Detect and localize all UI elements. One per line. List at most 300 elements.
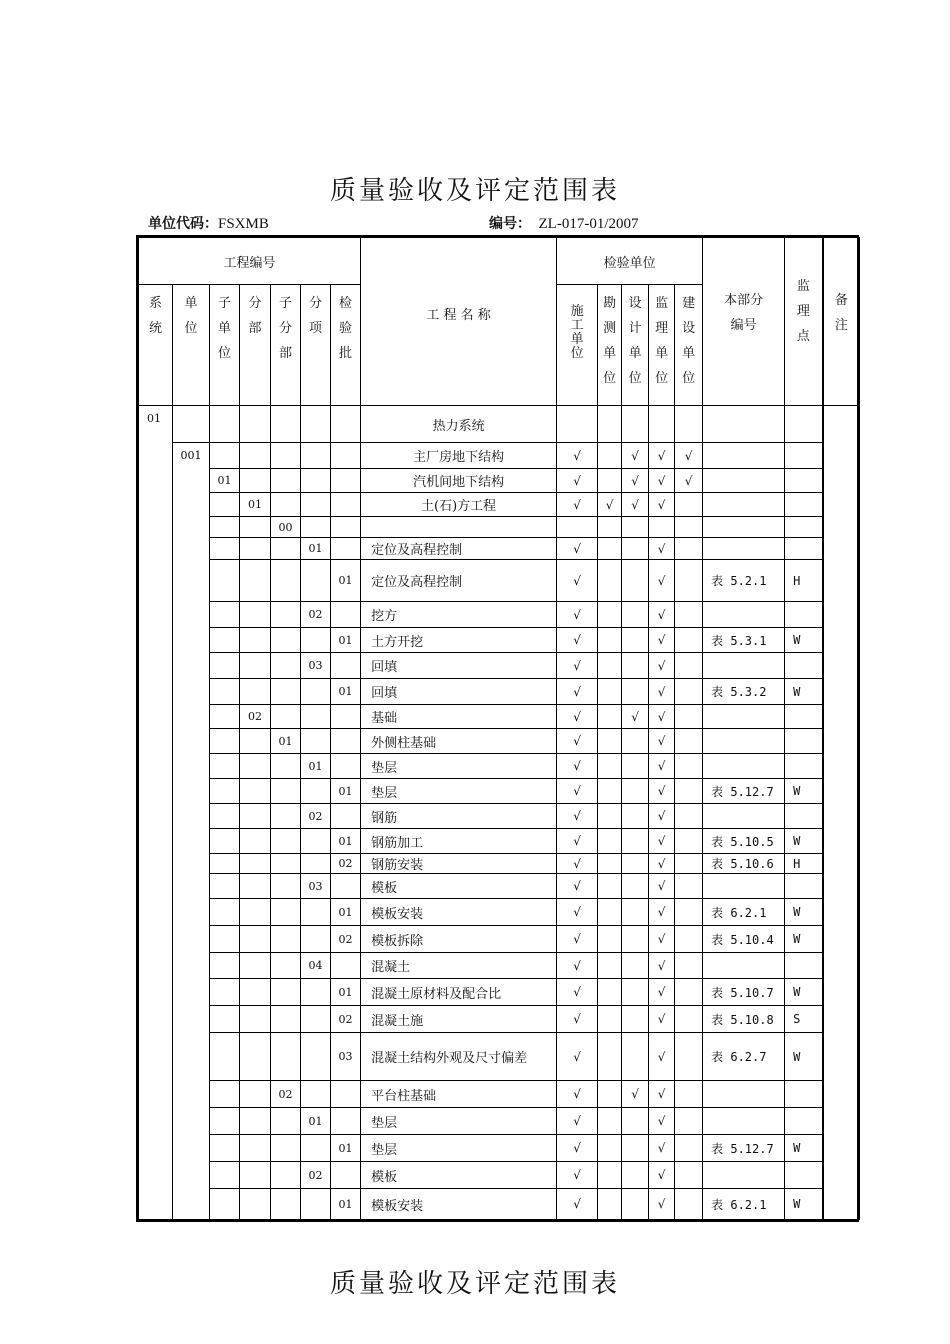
sub-unit-code-cell — [210, 1108, 240, 1135]
col-header-char: 分 — [278, 321, 292, 336]
owner-unit-check-cell — [675, 926, 703, 953]
division-code-cell — [240, 628, 271, 653]
unit-code-label: 单位代码： — [148, 216, 218, 232]
table-row — [139, 538, 860, 560]
unit-code-cell — [173, 854, 210, 874]
project-name-cell: 模板 — [361, 874, 557, 899]
remarks-cell — [823, 469, 860, 493]
owner-unit-check-cell — [675, 754, 703, 779]
table-row — [139, 1006, 860, 1033]
system-code-cell — [139, 926, 173, 953]
unit-code-value: FSXMB — [218, 216, 269, 232]
inspection-lot-code-cell: 01 — [331, 979, 361, 1006]
supervision-unit-check-cell: √ — [649, 779, 675, 804]
division-code-cell — [240, 1162, 271, 1189]
sub-division-code-cell — [271, 953, 301, 979]
remarks-cell — [823, 926, 860, 953]
col-header-char: 监 — [655, 296, 669, 311]
project-name-cell: 模板拆除 — [361, 926, 557, 953]
part-no-cell — [703, 1081, 785, 1108]
design-unit-check-cell — [622, 779, 649, 804]
design-unit-check-cell — [622, 1135, 649, 1162]
inspection-lot-code-cell — [331, 653, 361, 679]
division-code-cell — [240, 517, 271, 538]
sub-division-code-cell — [271, 1033, 301, 1081]
col-header-char: 位 — [655, 371, 669, 386]
sub-division-code-cell — [271, 874, 301, 899]
survey-unit-check-cell — [598, 538, 622, 560]
supervision-point-cell: W — [785, 1033, 823, 1081]
remarks-header — [823, 238, 860, 406]
table-row — [139, 1108, 860, 1135]
sub-division-code-cell — [271, 469, 301, 493]
remarks-cell — [823, 729, 860, 754]
part-no-cell: 表 5.10.4 — [703, 926, 785, 953]
sub-division-code-cell — [271, 854, 301, 874]
item-code-cell: 03 — [301, 653, 331, 679]
system-code-cell — [139, 653, 173, 679]
item-code-cell — [301, 1081, 331, 1108]
supervision-unit-check-cell: √ — [649, 538, 675, 560]
unit-code-cell — [173, 979, 210, 1006]
construction-unit-check-cell — [557, 406, 598, 443]
construction-unit-check-cell: √ — [557, 854, 598, 874]
survey-unit-check-cell: √ — [598, 493, 622, 517]
col-header-char: 位 — [570, 346, 584, 361]
sub-division-code-cell — [271, 1108, 301, 1135]
design-unit-check-cell — [622, 804, 649, 829]
project-name-cell: 混凝土施 — [361, 1006, 557, 1033]
unit-code-cell — [173, 874, 210, 899]
supervision-unit-check-cell: √ — [649, 1135, 675, 1162]
owner-unit-check-cell — [675, 1135, 703, 1162]
sub-division-code-cell — [271, 804, 301, 829]
sub-unit-code-cell — [210, 1006, 240, 1033]
construction-unit-check-cell: √ — [557, 493, 598, 517]
inspection-lot-code-cell: 02 — [331, 926, 361, 953]
part-no-cell — [703, 874, 785, 899]
survey-unit-check-cell — [598, 443, 622, 469]
col-header-char: 系 — [148, 296, 162, 311]
survey-unit-col-header — [598, 285, 622, 406]
design-unit-check-cell — [622, 628, 649, 653]
design-unit-check-cell — [622, 899, 649, 926]
division-code-cell — [240, 854, 271, 874]
item-code-cell — [301, 443, 331, 469]
supervision-unit-check-cell: √ — [649, 754, 675, 779]
project-name-cell: 定位及高程控制 — [361, 538, 557, 560]
owner-unit-check-cell — [675, 406, 703, 443]
supervision-unit-check-cell: √ — [649, 443, 675, 469]
unit-code-cell — [173, 1033, 210, 1081]
table-row — [139, 1081, 860, 1108]
construction-unit-check-cell: √ — [557, 602, 598, 628]
construction-unit-check-cell: √ — [557, 874, 598, 899]
inspection-lot-code-cell — [331, 517, 361, 538]
table-row — [139, 679, 860, 705]
system-code-cell — [139, 493, 173, 517]
unit-code-cell — [173, 779, 210, 804]
sub-division-code-cell — [271, 602, 301, 628]
project-name-cell: 混凝土结构外观及尺寸偏差 — [361, 1033, 557, 1081]
item-code-cell: 01 — [301, 538, 331, 560]
supervision-unit-check-cell: √ — [649, 653, 675, 679]
sub-unit-code-cell — [210, 628, 240, 653]
table-row — [139, 829, 860, 854]
construction-unit-check-cell: √ — [557, 804, 598, 829]
design-unit-check-cell — [622, 953, 649, 979]
project-name-cell: 挖方 — [361, 602, 557, 628]
design-unit-check-cell: √ — [622, 705, 649, 729]
inspection-lot-code-cell: 01 — [331, 899, 361, 926]
supervision-point-cell — [785, 705, 823, 729]
document-number — [489, 213, 638, 233]
survey-unit-check-cell — [598, 1135, 622, 1162]
sub-unit-code-cell — [210, 1081, 240, 1108]
project-name-cell: 垫层 — [361, 1108, 557, 1135]
unit-code-cell — [173, 406, 210, 443]
remarks-cell — [823, 493, 860, 517]
design-unit-check-cell — [622, 1189, 649, 1220]
sub-unit-code-cell: 01 — [210, 469, 240, 493]
sub-unit-code-cell — [210, 926, 240, 953]
owner-unit-check-cell — [675, 560, 703, 602]
construction-unit-check-cell: √ — [557, 779, 598, 804]
table-row — [139, 754, 860, 779]
sub-unit-code-cell — [210, 493, 240, 517]
sub-division-code-cell: 00 — [271, 517, 301, 538]
construction-unit-check-cell: √ — [557, 1108, 598, 1135]
sub-division-code-cell — [271, 538, 301, 560]
design-unit-check-cell: √ — [622, 443, 649, 469]
sub-division-code-cell — [271, 628, 301, 653]
part-no-cell — [703, 953, 785, 979]
construction-unit-check-cell: √ — [557, 729, 598, 754]
col-header-char: 项 — [308, 321, 322, 336]
item-code-cell — [301, 679, 331, 705]
unit-code-cell — [173, 538, 210, 560]
col-header-char: 勘 — [603, 296, 617, 311]
owner-unit-check-cell — [675, 602, 703, 628]
design-unit-check-cell — [622, 517, 649, 538]
col-header-char: 单 — [603, 346, 617, 361]
remarks-cell — [823, 406, 860, 443]
inspection-lot-code-cell — [331, 602, 361, 628]
construction-unit-check-cell: √ — [557, 979, 598, 1006]
owner-unit-check-cell: √ — [675, 443, 703, 469]
sub-unit-code-cell — [210, 538, 240, 560]
col-header-char: 测 — [603, 321, 617, 336]
survey-unit-check-cell — [598, 1033, 622, 1081]
part-no-header-line: 编号 — [730, 318, 757, 333]
part-no-cell — [703, 469, 785, 493]
supervision-unit-check-cell: √ — [649, 874, 675, 899]
part-no-cell — [703, 493, 785, 517]
supervision-unit-check-cell: √ — [649, 804, 675, 829]
system-code-cell — [139, 804, 173, 829]
remarks-cell — [823, 899, 860, 926]
owner-unit-check-cell — [675, 779, 703, 804]
supervision-point-cell: W — [785, 679, 823, 705]
col-header-char: 单 — [628, 346, 642, 361]
owner-unit-check-cell — [675, 1108, 703, 1135]
design-unit-check-cell — [622, 754, 649, 779]
table-row — [139, 874, 860, 899]
inspection-lot-code-cell — [331, 443, 361, 469]
remarks-cell — [823, 602, 860, 628]
supervision-unit-check-cell: √ — [649, 829, 675, 854]
supervision-point-cell — [785, 804, 823, 829]
col-header-char: 计 — [628, 321, 642, 336]
owner-unit-check-cell — [675, 705, 703, 729]
design-unit-check-cell — [622, 602, 649, 628]
supervision-point-cell — [785, 754, 823, 779]
part-no-cell — [703, 1162, 785, 1189]
division-code-cell — [240, 779, 271, 804]
division-code-cell — [240, 1189, 271, 1220]
sub-division-code-cell — [271, 899, 301, 926]
part-no-cell: 表 5.10.5 — [703, 829, 785, 854]
item-code-cell: 01 — [301, 1108, 331, 1135]
project-name-cell: 土(石)方工程 — [361, 493, 557, 517]
item-code-cell: 04 — [301, 953, 331, 979]
unit-code-cell — [173, 1135, 210, 1162]
system-code-cell — [139, 443, 173, 469]
owner-unit-check-cell — [675, 804, 703, 829]
system-code-cell — [139, 779, 173, 804]
inspection-lot-code-cell: 01 — [331, 679, 361, 705]
system-code-cell — [139, 705, 173, 729]
construction-unit-check-cell: √ — [557, 926, 598, 953]
unit-code-cell — [173, 1162, 210, 1189]
system-code-cell — [139, 899, 173, 926]
supervision-point-cell: W — [785, 779, 823, 804]
supervision-point-cell: W — [785, 979, 823, 1006]
division-code-cell — [240, 406, 271, 443]
owner-unit-check-cell — [675, 628, 703, 653]
division-code-cell — [240, 979, 271, 1006]
table-row — [139, 729, 860, 754]
part-no-cell: 表 5.3.1 — [703, 628, 785, 653]
part-no-cell — [703, 729, 785, 754]
survey-unit-check-cell — [598, 1108, 622, 1135]
supervision-point-cell — [785, 493, 823, 517]
sub-unit-code-cell — [210, 1162, 240, 1189]
division-code-cell — [240, 1135, 271, 1162]
sub-unit-code-cell — [210, 653, 240, 679]
survey-unit-check-cell — [598, 679, 622, 705]
table-row — [139, 979, 860, 1006]
repeated-page-title: 质量验收及评定范围表 — [329, 1269, 620, 1299]
supervision-unit-check-cell: √ — [649, 679, 675, 705]
supervision-point-header-char: 监 — [796, 279, 810, 294]
supervision-unit-check-cell: √ — [649, 628, 675, 653]
survey-unit-check-cell — [598, 899, 622, 926]
unit-code-cell — [173, 560, 210, 602]
remarks-cell — [823, 854, 860, 874]
remarks-cell — [823, 779, 860, 804]
division-col-header — [240, 285, 271, 406]
design-unit-check-cell — [622, 874, 649, 899]
document-number-label: 编号： — [489, 216, 531, 232]
sub-division-code-cell — [271, 1006, 301, 1033]
supervision-point-cell: W — [785, 899, 823, 926]
inspection-lot-code-cell — [331, 1162, 361, 1189]
supervision-unit-check-cell: √ — [649, 1162, 675, 1189]
col-header-char: 位 — [217, 346, 231, 361]
division-code-cell — [240, 679, 271, 705]
project-name-cell: 钢筋安装 — [361, 854, 557, 874]
division-code-cell — [240, 953, 271, 979]
supervision-point-cell: W — [785, 1135, 823, 1162]
sub-division-code-cell — [271, 653, 301, 679]
project-name-cell: 混凝土 — [361, 953, 557, 979]
part-no-cell: 表 5.10.7 — [703, 979, 785, 1006]
sub-unit-col-header — [210, 285, 240, 406]
project-name-cell: 钢筋 — [361, 804, 557, 829]
sub-division-code-cell: 01 — [271, 729, 301, 754]
construction-unit-check-cell: √ — [557, 443, 598, 469]
construction-unit-check-cell: √ — [557, 653, 598, 679]
system-code-cell — [139, 1081, 173, 1108]
sub-division-col-header — [271, 285, 301, 406]
owner-unit-check-cell — [675, 953, 703, 979]
inspection-lot-code-cell — [331, 754, 361, 779]
survey-unit-check-cell — [598, 754, 622, 779]
inspection-lot-code-cell — [331, 493, 361, 517]
inspection-lot-code-cell: 02 — [331, 854, 361, 874]
project-name-cell: 混凝土原材料及配合比 — [361, 979, 557, 1006]
remarks-cell — [823, 538, 860, 560]
system-code-cell — [139, 829, 173, 854]
unit-code-cell — [173, 804, 210, 829]
part-no-cell: 表 6.2.1 — [703, 1189, 785, 1220]
inspection-lot-code-cell — [331, 953, 361, 979]
supervision-unit-check-cell: √ — [649, 560, 675, 602]
sub-unit-code-cell — [210, 705, 240, 729]
part-no-cell: 表 5.10.8 — [703, 1006, 785, 1033]
supervision-unit-check-cell: √ — [649, 854, 675, 874]
design-unit-col-header — [622, 285, 649, 406]
survey-unit-check-cell — [598, 926, 622, 953]
col-header-char: 单 — [217, 321, 231, 336]
survey-unit-check-cell — [598, 1189, 622, 1220]
project-name-cell: 模板安装 — [361, 899, 557, 926]
division-code-cell — [240, 754, 271, 779]
unit-code-cell — [173, 469, 210, 493]
system-code-cell — [139, 517, 173, 538]
owner-unit-check-cell — [675, 538, 703, 560]
sub-unit-code-cell — [210, 829, 240, 854]
project-name-cell: 基础 — [361, 705, 557, 729]
owner-unit-check-cell — [675, 874, 703, 899]
project-name-cell: 垫层 — [361, 754, 557, 779]
supervision-unit-check-cell: √ — [649, 899, 675, 926]
remarks-cell — [823, 829, 860, 854]
part-no-cell — [703, 705, 785, 729]
survey-unit-check-cell — [598, 854, 622, 874]
project-name-cell: 模板 — [361, 1162, 557, 1189]
owner-unit-check-cell — [675, 1081, 703, 1108]
unit-code-cell — [173, 1081, 210, 1108]
system-code-cell — [139, 560, 173, 602]
construction-unit-col-header — [557, 285, 598, 406]
owner-unit-check-cell: √ — [675, 469, 703, 493]
sub-division-code-cell — [271, 443, 301, 469]
col-header-char: 设 — [682, 321, 696, 336]
unit-code — [148, 213, 269, 233]
table-row — [139, 517, 860, 538]
supervision-point-header — [785, 238, 823, 406]
table-row — [139, 804, 860, 829]
division-code-cell: 02 — [240, 705, 271, 729]
division-code-cell — [240, 1006, 271, 1033]
design-unit-check-cell — [622, 1108, 649, 1135]
unit-code-cell — [173, 679, 210, 705]
supervision-unit-check-cell: √ — [649, 1189, 675, 1220]
supervision-point-cell — [785, 517, 823, 538]
table-row — [139, 926, 860, 953]
inspection-lot-code-cell: 01 — [331, 560, 361, 602]
remarks-cell — [823, 705, 860, 729]
division-code-cell — [240, 443, 271, 469]
supervision-unit-check-cell: √ — [649, 1108, 675, 1135]
design-unit-check-cell — [622, 854, 649, 874]
sub-unit-code-cell — [210, 729, 240, 754]
design-unit-check-cell — [622, 560, 649, 602]
remarks-cell — [823, 517, 860, 538]
item-code-cell — [301, 979, 331, 1006]
project-name-cell: 模板安装 — [361, 1189, 557, 1220]
supervision-unit-check-cell: √ — [649, 705, 675, 729]
system-code-cell — [139, 1033, 173, 1081]
project-name-cell: 平台柱基础 — [361, 1081, 557, 1108]
page-title: 质量验收及评定范围表 — [329, 176, 620, 206]
supervision-point-cell — [785, 406, 823, 443]
supervision-unit-check-cell: √ — [649, 602, 675, 628]
col-header-char: 批 — [339, 346, 353, 361]
project-name-cell: 垫层 — [361, 779, 557, 804]
project-name-cell: 回填 — [361, 653, 557, 679]
owner-unit-check-cell — [675, 979, 703, 1006]
division-code-cell — [240, 1081, 271, 1108]
survey-unit-check-cell — [598, 628, 622, 653]
sub-unit-code-cell — [210, 1135, 240, 1162]
division-code-cell — [240, 469, 271, 493]
supervision-point-cell: S — [785, 1006, 823, 1033]
design-unit-check-cell — [622, 538, 649, 560]
part-no-cell — [703, 443, 785, 469]
supervision-point-header-char: 点 — [796, 329, 810, 344]
survey-unit-check-cell — [598, 1081, 622, 1108]
part-no-cell — [703, 517, 785, 538]
division-code-cell — [240, 874, 271, 899]
division-code-cell — [240, 804, 271, 829]
owner-unit-check-cell — [675, 517, 703, 538]
sub-division-code-cell — [271, 493, 301, 517]
remarks-cell — [823, 1162, 860, 1189]
unit-code-cell: 001 — [173, 443, 210, 469]
design-unit-check-cell — [622, 1006, 649, 1033]
col-header-char: 子 — [278, 296, 292, 311]
owner-unit-check-cell — [675, 854, 703, 874]
document-number-value: ZL-017-01/2007 — [538, 216, 639, 232]
col-header-char: 设 — [628, 296, 642, 311]
survey-unit-check-cell — [598, 874, 622, 899]
supervision-unit-check-cell: √ — [649, 1006, 675, 1033]
division-code-cell — [240, 1033, 271, 1081]
supervision-unit-col-header — [649, 285, 675, 406]
